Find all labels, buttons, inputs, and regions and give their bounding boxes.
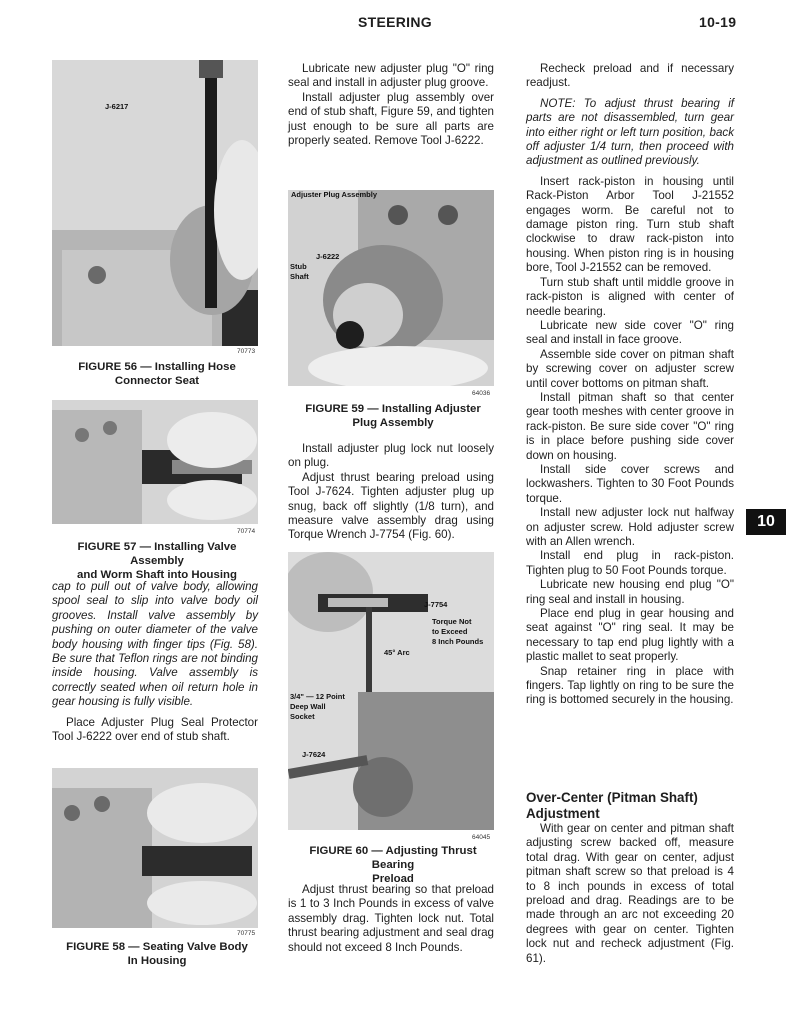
figure-56-caption bbox=[52, 360, 262, 388]
figure-60-label-socket bbox=[290, 692, 345, 722]
col3-paragraph-2: Insert rack-piston in housing until Rack-Piston Arbor Tool J-21552 engages worm. Be careful not to damage piston ring. Turn stub shaft clockwise to draw rack-piston into housing. When piston ring is in housing bore, Tool J-21552 can be removed. bbox=[526, 174, 734, 275]
figure-60-caption bbox=[290, 844, 496, 886]
col3-paragraph-13: With gear on center and pitman shaft adjusting screw backed off, measure total drag. With gear on center, adjust pitman shaft screw so that preload is 4 to 8 inch pounds in excess of total preload and drag. Readings are to be made through an arc not exceeding 20 degrees with gear on center. Tighten lock nut and recheck adjustment (Fig. 61). bbox=[526, 822, 734, 965]
column-3-section bbox=[526, 790, 734, 966]
figure-56-tool-label: J-6217 bbox=[105, 102, 129, 111]
figure-60-label-torque-line1: Torque Not bbox=[432, 617, 472, 626]
figure-56-photo bbox=[52, 60, 258, 346]
figure-56-caption-line2: Connector Seat bbox=[114, 375, 200, 387]
figure-59-label-stub-line2: Shaft bbox=[290, 272, 309, 281]
figure-59-caption bbox=[290, 402, 496, 430]
figure-60-label-torque-line3: 8 Inch Pounds bbox=[432, 637, 484, 646]
section-heading-line1: Over-Center (Pitman Shaft) bbox=[526, 790, 698, 805]
figure-60-label-torque-line2: to Exceed bbox=[432, 627, 468, 636]
figure-58-caption-line2: In Housing bbox=[127, 955, 187, 967]
figure-56-caption-line1: FIGURE 56 — Installing Hose bbox=[78, 361, 236, 373]
col3-paragraph-10: Lubricate new housing end plug "O" ring seal and install in housing. bbox=[526, 578, 734, 606]
col3-paragraph-9: Install end plug in rack-piston. Tighten plug to 50 Foot Pounds torque. bbox=[526, 549, 734, 577]
col3-paragraph-12: Snap retainer ring in place with fingers. Tap lightly on ring to be sure the ring is bottomed securely in the housing. bbox=[526, 664, 734, 707]
figure-60-caption-line1: FIGURE 60 — Adjusting Thrust Bearing bbox=[309, 845, 477, 871]
figure-59-photo bbox=[288, 190, 494, 386]
figure-59-caption-line2: Plug Assembly bbox=[352, 417, 434, 429]
column-2-bottom-text bbox=[288, 883, 494, 955]
section-heading-line2: Adjustment bbox=[526, 806, 600, 821]
figure-60-label-socket-line1: 3/4" — 12 Point bbox=[290, 692, 345, 701]
figure-59-label-stub-line1: Stub bbox=[290, 262, 307, 271]
col3-paragraph-8: Install new adjuster lock nut halfway on adjuster screw. Hold adjuster screw with an Allen wrench. bbox=[526, 506, 734, 548]
figure-57-caption-line1: FIGURE 57 — Installing Valve Assembly bbox=[77, 541, 237, 567]
figure-59-label-stub bbox=[290, 262, 309, 282]
col1-paragraph-1: cap to pull out of valve body, allowing spool seal to slip into valve body oil grooves. Install valve assembly by pushing on outer diameter of the valve body housing with finger tips (Fig. 58). Be sure that Teflon rings are not binding inside housing. Valve assembly is correctly seated when oil return hole in gear housing is fully visible. bbox=[52, 580, 258, 709]
figure-57-photo bbox=[52, 400, 258, 524]
section-heading bbox=[526, 790, 734, 822]
page-section-title: STEERING bbox=[358, 14, 432, 30]
figure-57-caption-line2: and Worm Shaft into Housing bbox=[77, 569, 237, 581]
figure-58-caption bbox=[52, 940, 262, 968]
col2-paragraph-2: Install adjuster plug assembly over end of stub shaft, Figure 59, and tighten just enough to be sure all parts are properly seated. Remove Tool J-6222. bbox=[288, 90, 494, 148]
figure-60-label-socket-line3: Socket bbox=[290, 712, 315, 721]
section-tab: 10 bbox=[746, 509, 786, 535]
col3-paragraph-11: Place end plug in gear housing and seat against "O" ring seal. It may be necessary to tap end plug lightly with a plastic mallet to seat properly. bbox=[526, 607, 734, 664]
figure-60-label-torque bbox=[432, 617, 483, 647]
col2-paragraph-1: Lubricate new adjuster plug "O" ring seal and install in adjuster plug groove. bbox=[288, 62, 494, 90]
figure-60-label-arc: 45° Arc bbox=[384, 648, 410, 657]
col2-paragraph-5: Adjust thrust bearing so that preload is 1 to 3 Inch Pounds in excess of valve assembly drag. Tighten lock nut. Total thrust bearing adjustment and seal drag should not exceed 8 Inch Pounds. bbox=[288, 883, 494, 954]
figure-58-caption-line1: FIGURE 58 — Seating Valve Body bbox=[66, 941, 248, 953]
figure-60-photo-number: 64045 bbox=[472, 834, 491, 841]
figure-60-label-socket-line2: Deep Wall bbox=[290, 702, 326, 711]
col1-paragraph-2: Place Adjuster Plug Seal Protector Tool J-6222 over end of stub shaft. bbox=[52, 715, 258, 744]
col3-paragraph-3: Turn stub shaft until middle groove in rack-piston is aligned with center of needle bearing. bbox=[526, 275, 734, 318]
column-1-text bbox=[52, 580, 258, 744]
col3-paragraph-4: Lubricate new side cover "O" ring seal and install in face groove. bbox=[526, 318, 734, 347]
figure-60-label-tool: J-7624 bbox=[302, 750, 326, 759]
figure-60-caption-line2: Preload bbox=[372, 873, 414, 885]
figure-60-photo bbox=[288, 552, 494, 830]
col3-paragraph-1: Recheck preload and if necessary readjust. bbox=[526, 62, 734, 90]
figure-59-label-assembly: Adjuster Plug Assembly bbox=[291, 190, 377, 199]
col2-paragraph-3: Install adjuster plug lock nut loosely on plug. bbox=[288, 442, 494, 470]
col3-note: NOTE: To adjust thrust bearing if parts are not disassembled, turn gear into either right or left turn position, back off adjuster 1/4 turn, then proceed with adjustment as outlined previously. bbox=[526, 96, 734, 168]
col3-paragraph-7: Install side cover screws and lockwashers. Tighten to 30 Foot Pounds torque. bbox=[526, 462, 734, 505]
column-2-top-text bbox=[288, 62, 494, 148]
figure-59-photo-number: 64036 bbox=[472, 390, 491, 397]
figure-58-photo-number: 70775 bbox=[237, 930, 256, 937]
figure-57-photo-number: 70774 bbox=[237, 528, 256, 535]
figure-58-photo bbox=[52, 768, 258, 928]
col3-paragraph-6: Install pitman shaft so that center gear tooth meshes with center groove in rack-piston. Be sure side cover "O" ring is in place before pushing side cover down on housing. bbox=[526, 390, 734, 462]
col2-paragraph-4: Adjust thrust bearing preload using Tool J-7624. Tighten adjuster plug up snug, back off slightly (1/8 turn), and measure valve assembly drag using Torque Wrench J-7754 (Fig. 60). bbox=[288, 470, 494, 542]
page-number: 10-19 bbox=[699, 14, 737, 30]
figure-57-caption bbox=[52, 540, 262, 582]
figure-59-label-tool: J-6222 bbox=[316, 252, 340, 261]
figure-60-label-wrench: J-7754 bbox=[424, 600, 448, 609]
column-2-mid-text bbox=[288, 442, 494, 543]
figure-56-photo-number: 70773 bbox=[237, 348, 256, 355]
figure-59-caption-line1: FIGURE 59 — Installing Adjuster bbox=[305, 403, 481, 415]
col3-paragraph-5: Assemble side cover on pitman shaft by screwing cover on adjuster screw until cover bottoms on pitman shaft. bbox=[526, 347, 734, 390]
column-3-text bbox=[526, 62, 734, 708]
